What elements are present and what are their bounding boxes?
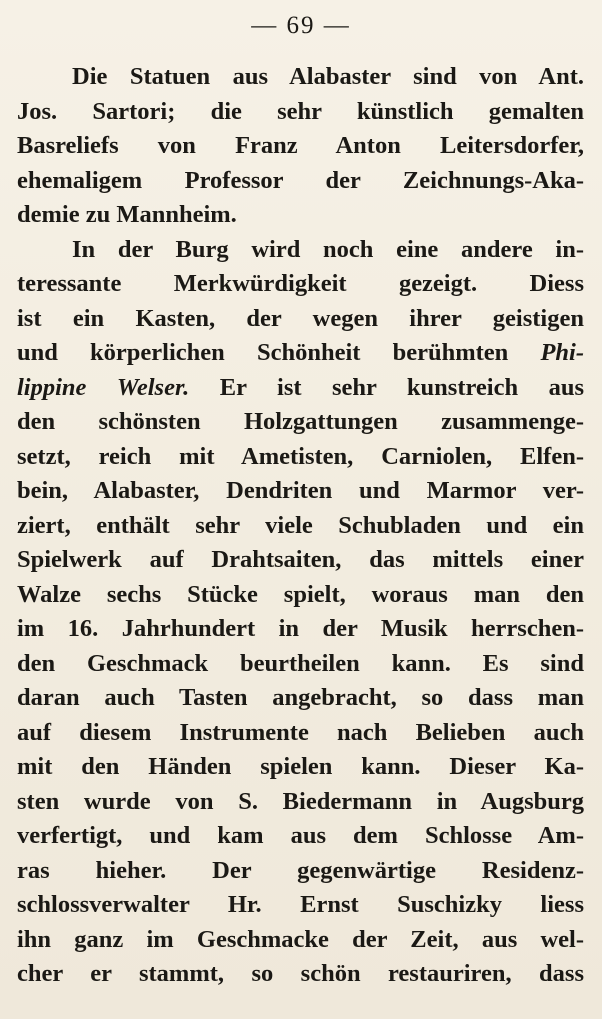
- text-line: [17, 371, 584, 406]
- text-line: cher er stammt, so schön restauriren, dass: [17, 960, 584, 987]
- text-line: Jos. Sartori; die sehr künstlich gemalten: [17, 97, 584, 125]
- text-segment: Er ist sehr kunstreich aus: [219, 373, 584, 401]
- text-segment: und körperlichen Schönheit berühmten: [17, 339, 509, 366]
- text-line: Basreliefs von Franz Anton Leitersdorfer,: [17, 132, 584, 159]
- text-line: Die Statuen aus Alabaster sind von Ant.: [72, 63, 584, 90]
- text-line: Walze sechs Stücke spielt, woraus man den: [17, 580, 584, 608]
- text-line: ehemaligem Professor der Zeichnungs-Aka-: [17, 166, 584, 194]
- text-line: mit den Händen spielen kann. Dieser Ka-: [17, 753, 584, 780]
- text-line: den Geschmack beurtheilen kann. Es sind: [17, 649, 584, 677]
- italic-name: Welser.: [116, 373, 190, 401]
- text-line: schlossverwalter Hr. Ernst Suschizky liess: [17, 891, 584, 918]
- text-line: den schönsten Holzgattungen zusammenge-: [17, 408, 584, 435]
- text-line: bein, Alabaster, Dendriten und Marmor ver-: [17, 477, 584, 504]
- text-line: setzt, reich mit Ametisten, Carniolen, Elfen-: [17, 442, 584, 470]
- italic-name: Phi-: [540, 339, 584, 366]
- italic-name: lippine: [17, 373, 87, 401]
- text-line: im 16. Jahrhundert in der Musik herrschen-: [17, 615, 584, 642]
- text-line: ihn ganz im Geschmacke der Zeit, aus wel-: [17, 925, 584, 953]
- text-line: daran auch Tasten angebracht, so dass man: [17, 684, 584, 711]
- text-line: sten wurde von S. Biedermann in Augsburg: [17, 787, 584, 815]
- text-line: Spielwerk auf Drahtsaiten, das mittels einer: [17, 546, 584, 573]
- text-line: teressante Merkwürdigkeit gezeigt. Diess: [17, 270, 584, 297]
- text-line: ziert, enthält sehr viele Schubladen und ein: [17, 511, 584, 539]
- text-line: auf diesem Instrumente nach Belieben auch: [17, 718, 584, 746]
- text-line: demie zu Mannheim.: [17, 201, 237, 228]
- text-line: ist ein Kasten, der wegen ihrer geistigen: [17, 304, 584, 332]
- page-number: — 69 —: [251, 12, 351, 39]
- text-line: verfertigt, und kam aus dem Schlosse Am-: [17, 822, 584, 849]
- text-line: [17, 336, 584, 371]
- text-line: In der Burg wird noch eine andere in-: [72, 235, 584, 263]
- text-line: ras hieher. Der gegenwärtige Residenz-: [17, 856, 584, 884]
- body-text: [17, 60, 584, 992]
